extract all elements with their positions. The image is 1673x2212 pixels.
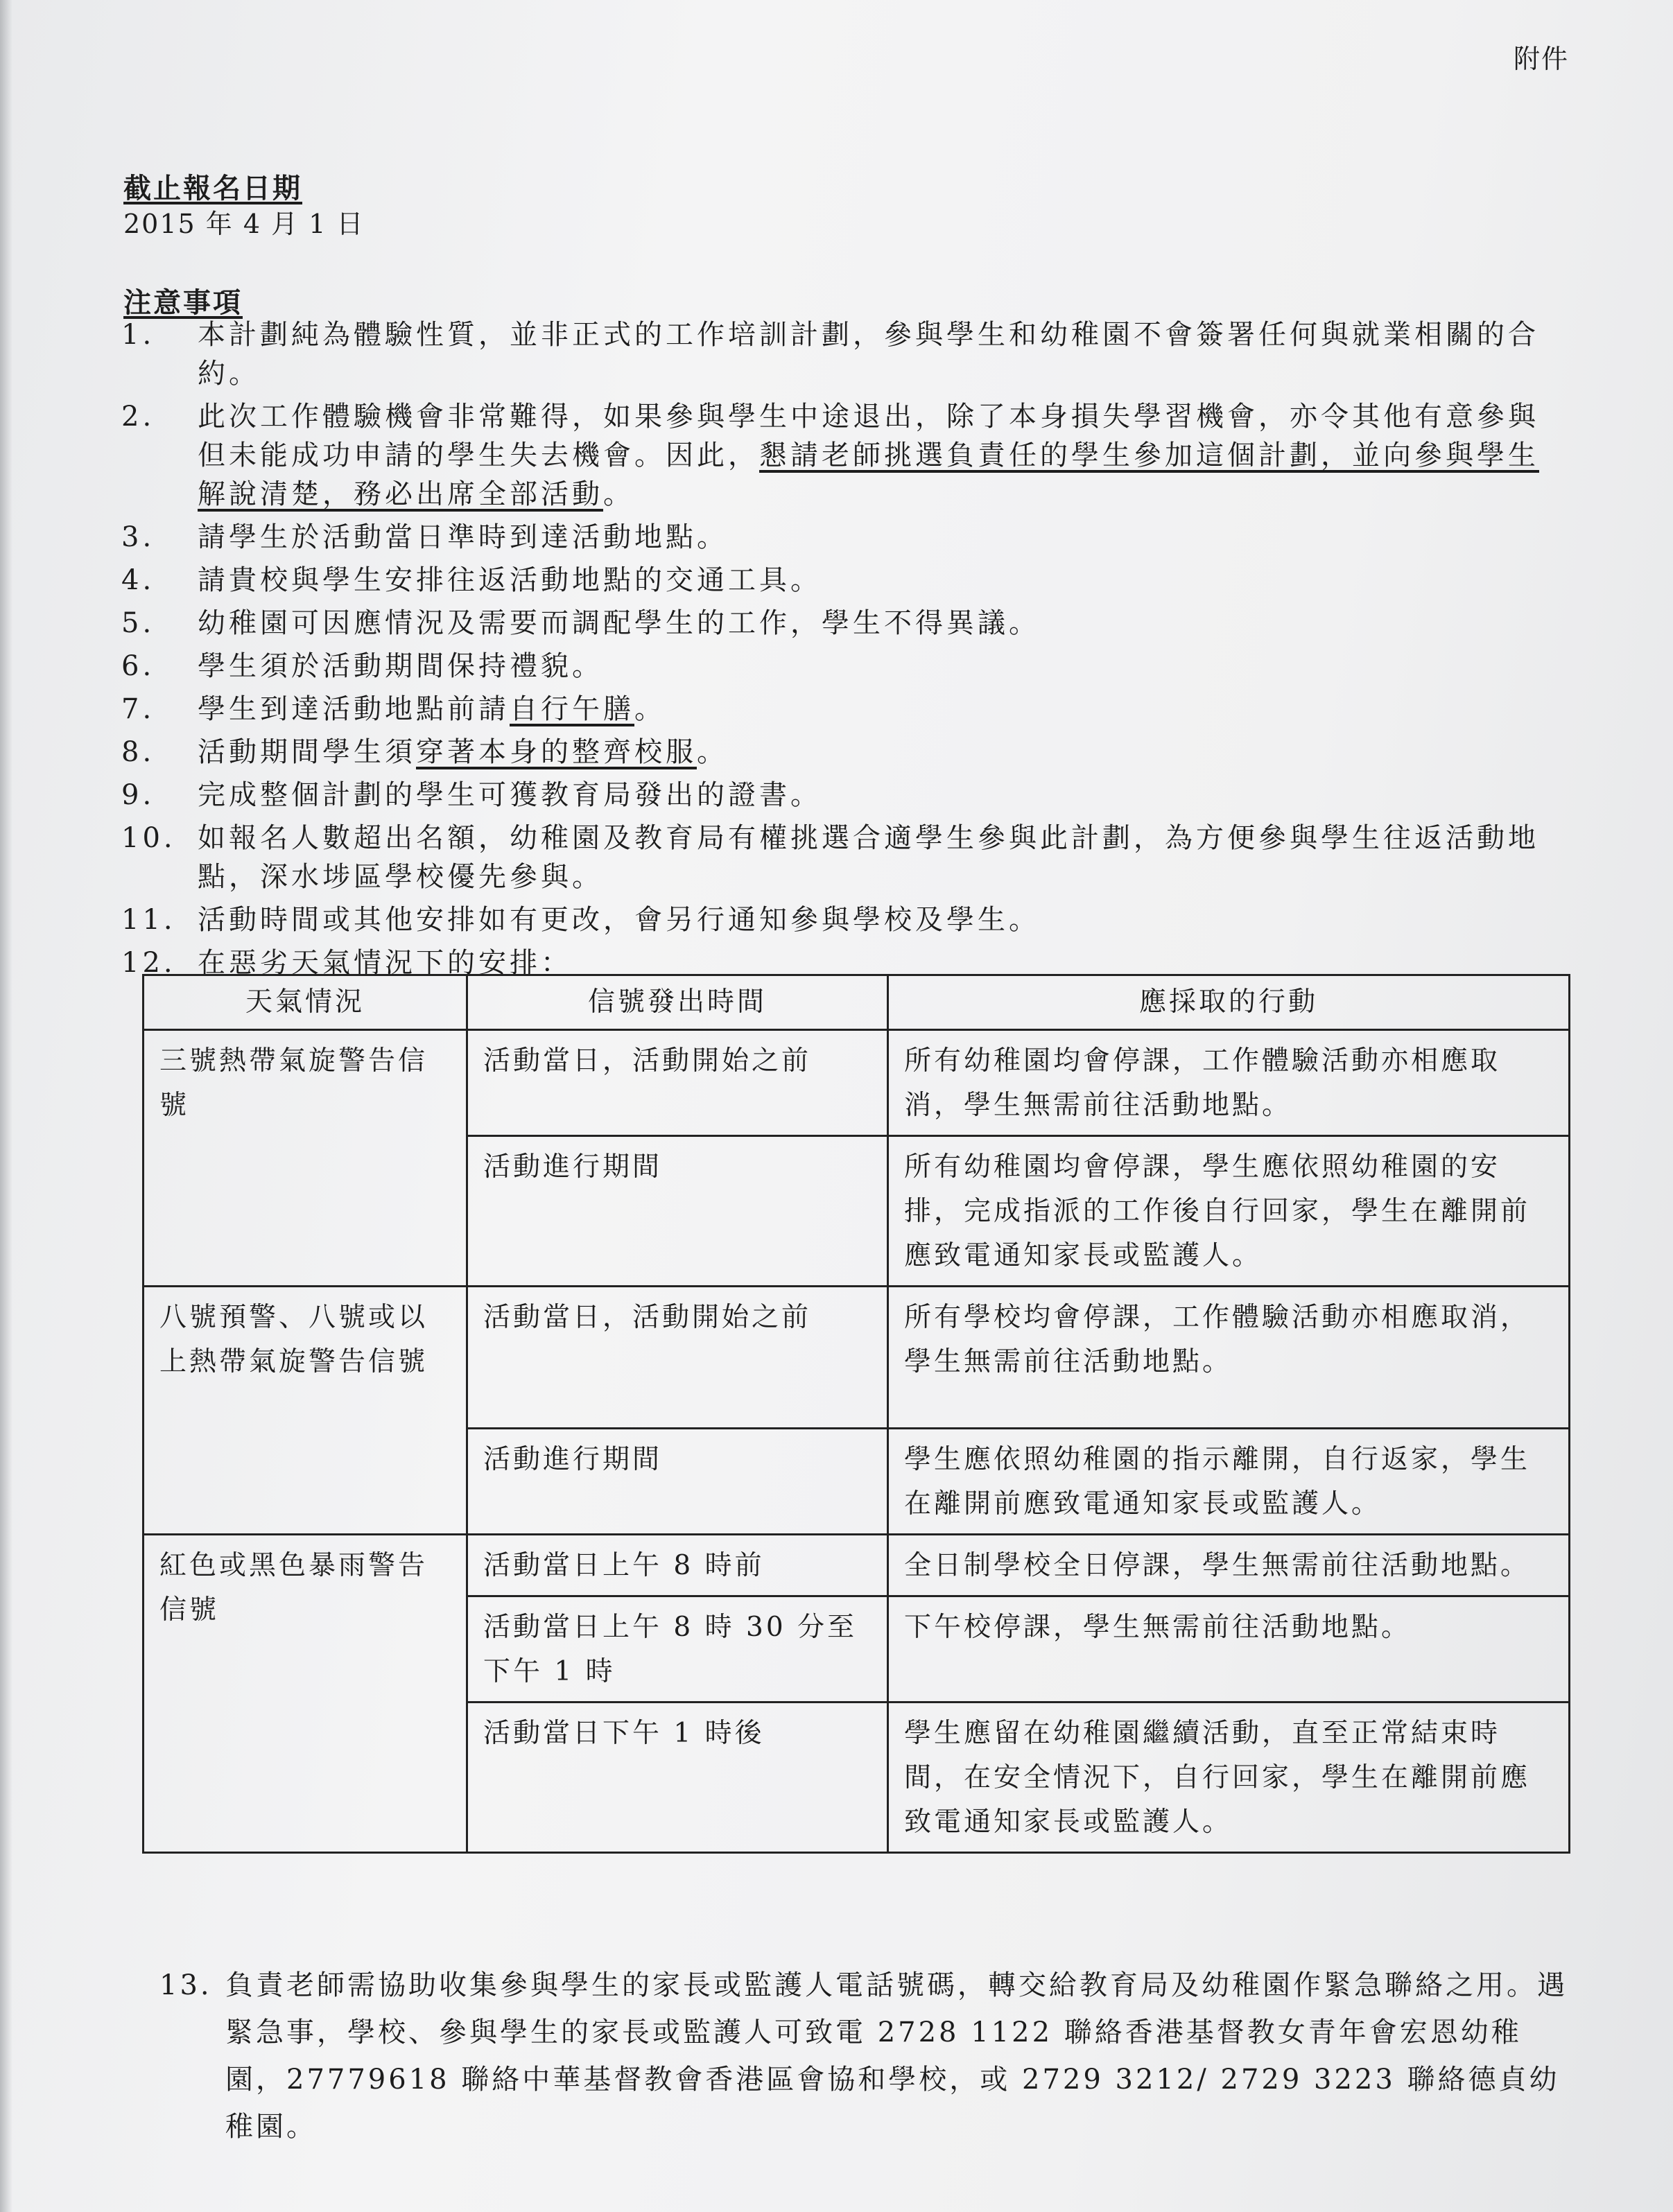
header-weather-condition: 天氣情況 — [144, 975, 467, 1030]
note-item — [121, 518, 1543, 557]
table-row — [144, 1535, 1570, 1596]
table-row — [144, 1030, 1570, 1136]
note-text: 如報名人數超出名額，幼稚園及教育局有權挑選合適學生參與此計劃，為方便參與學生往返活動地點，深水埗區學校優先參與。 — [198, 822, 1539, 893]
note-item-13 — [159, 1962, 1581, 2150]
time-cell: 活動當日下午 1 時後 — [467, 1702, 888, 1853]
note-item — [121, 776, 1543, 815]
condition-cell: 三號熱帶氣旋警告信號 — [144, 1030, 467, 1287]
action-cell: 學生應依照幼稚園的指示離開，自行返家，學生在離開前應致電通知家長或監護人。 — [888, 1429, 1570, 1535]
action-cell: 下午校停課，學生無需前往活動地點。 — [888, 1596, 1570, 1702]
note-underlined-text: 穿著本身的整齊校服 — [416, 736, 697, 768]
note-text: 請學生於活動當日準時到達活動地點。 — [198, 521, 728, 553]
note-number: 2. — [121, 401, 155, 433]
note-number: 11. — [121, 904, 176, 936]
note-text-part: 。 — [697, 736, 728, 768]
notes-list — [121, 315, 1543, 986]
action-cell: 所有幼稚園均會停課，學生應依照幼稚園的安排，完成指派的工作後自行回家，學生在離開前應致電通知家長或監護人。 — [888, 1136, 1570, 1287]
note-item — [121, 819, 1543, 896]
time-cell: 活動進行期間 — [467, 1136, 888, 1287]
note-item — [121, 561, 1543, 600]
header-signal-time: 信號發出時間 — [467, 975, 888, 1030]
note-text-part: 。 — [634, 693, 666, 725]
note-item — [121, 647, 1543, 686]
note-number: 3. — [121, 521, 155, 553]
note-text: 學生須於活動期間保持禮貌。 — [198, 650, 603, 682]
action-cell: 所有學校均會停課，工作體驗活動亦相應取消，學生無需前往活動地點。 — [888, 1287, 1570, 1429]
note-item — [121, 733, 1543, 772]
note-text: 活動時間或其他安排如有更改，會另行通知參與學校及學生。 — [198, 904, 1040, 936]
time-cell: 活動當日上午 8 時前 — [467, 1535, 888, 1596]
note-text: 在惡劣天氣情況下的安排： — [198, 947, 572, 979]
note-text — [198, 397, 1543, 514]
note-text: 完成整個計劃的學生可獲教育局發出的證書。 — [198, 779, 822, 811]
weather-arrangement-table — [142, 974, 1570, 1854]
note-text: 負責老師需協助收集參與學生的家長或監護人電話號碼，轉交給教育局及幼稚園作緊急聯絡之用。遇緊急事，學校、參與學生的家長或監護人可致電 2728 1122 聯絡香港基督教女青年會宏恩幼稚園，27779618 聯絡中華基督教會香港區會協和學校，或 2729 3212/ 2729 3223 聯絡德貞幼稚園。 — [225, 1969, 1568, 2143]
note-text: 請貴校與學生安排往返活動地點的交通工具。 — [198, 564, 822, 596]
note-underlined-text: 懇請老師挑選負責任的學生參加這個計劃，並向參與學生解說清楚，務必出席全部活動 — [198, 439, 1539, 510]
note-item — [121, 900, 1543, 939]
note-item — [121, 690, 1543, 729]
note-text-part: 活動期間學生須 — [198, 736, 416, 768]
action-cell: 全日制學校全日停課，學生無需前往活動地點。 — [888, 1535, 1570, 1596]
note-text — [198, 690, 1543, 729]
note-number: 9. — [121, 779, 155, 811]
note-number: 12. — [121, 947, 176, 979]
table-row — [144, 1287, 1570, 1429]
header-action: 應採取的行動 — [888, 975, 1570, 1030]
note-text-part: 。 — [603, 478, 634, 510]
note-number: 7. — [121, 693, 155, 725]
note-number: 1. — [121, 319, 155, 351]
notes-title: 注意事項 — [123, 286, 243, 319]
note-underlined-text: 自行午膳 — [510, 693, 634, 725]
deadline-date: 2015 年 4 月 1 日 — [123, 209, 365, 239]
page-edge-shadow — [0, 0, 12, 2212]
note-number: 6. — [121, 650, 155, 682]
time-cell: 活動當日上午 8 時 30 分至下午 1 時 — [467, 1596, 888, 1702]
note-number: 8. — [121, 736, 155, 768]
note-text: 幼稚園可因應情況及需要而調配學生的工作，學生不得異議。 — [198, 607, 1040, 639]
note-number: 10. — [121, 822, 176, 854]
condition-cell: 紅色或黑色暴雨警告信號 — [144, 1535, 467, 1853]
time-cell: 活動當日，活動開始之前 — [467, 1287, 888, 1429]
note-text: 本計劃純為體驗性質，並非正式的工作培訓計劃，參與學生和幼稚園不會簽署任何與就業相關的合約。 — [198, 319, 1539, 390]
note-item — [121, 604, 1543, 643]
note-number: 5. — [121, 607, 155, 639]
time-cell: 活動當日，活動開始之前 — [467, 1030, 888, 1136]
note-number: 13. — [159, 1969, 212, 2001]
action-cell: 學生應留在幼稚園繼續活動，直至正常結束時間，在安全情況下，自行回家，學生在離開前應致電通知家長或監護人。 — [888, 1702, 1570, 1853]
note-text — [198, 733, 1543, 772]
note-number: 4. — [121, 564, 155, 596]
attachment-label: 附件 — [1513, 44, 1569, 74]
table-header-row — [144, 975, 1570, 1030]
time-cell: 活動進行期間 — [467, 1429, 888, 1535]
note-item — [121, 315, 1543, 393]
condition-cell: 八號預警、八號或以上熱帶氣旋警告信號 — [144, 1287, 467, 1535]
deadline-title: 截止報名日期 — [123, 172, 302, 204]
action-cell: 所有幼稚園均會停課，工作體驗活動亦相應取消，學生無需前往活動地點。 — [888, 1030, 1570, 1136]
note-text-part: 此次工作體驗機會非常難得，如果參與學生中途退出，除了本身損失學習機會，亦令其他有意參與但未能成功申請的學生失去機會。因此， — [198, 401, 1539, 471]
note-item — [121, 397, 1543, 514]
note-text-part: 學生到達活動地點前請 — [198, 693, 510, 725]
